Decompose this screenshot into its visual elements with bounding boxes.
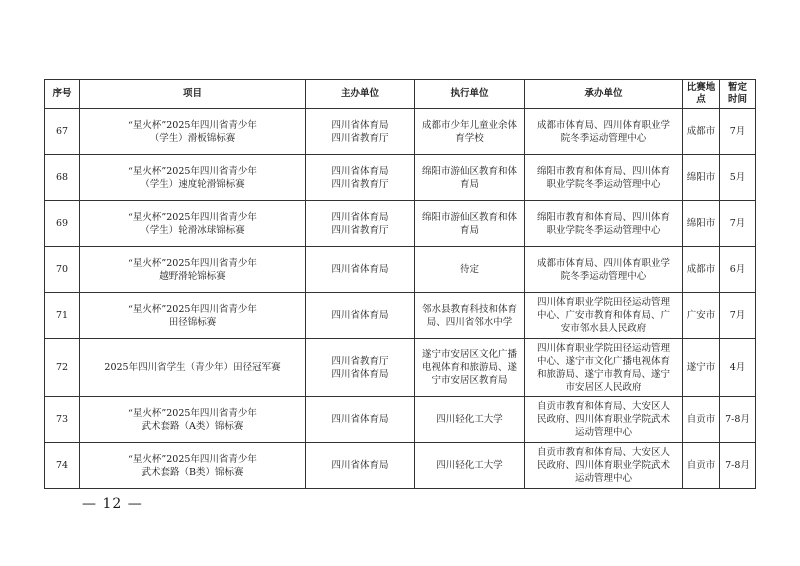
cell-no: 67 — [45, 109, 80, 155]
cell-no: 68 — [45, 155, 80, 201]
cell-project: “星火杯”2025年四川省青少年 武术套路（B类）锦标赛 — [80, 443, 306, 489]
cell-host: 成都市体育局、四川体育职业学 院冬季运动管理中心 — [525, 247, 683, 293]
cell-time: 7月 — [720, 201, 756, 247]
cell-executor: 绵阳市游仙区教育和体 育局 — [415, 155, 525, 201]
page-number: — 12 — — [82, 496, 143, 512]
cell-organizer: 四川省体育局 四川省教育厅 — [306, 201, 415, 247]
cell-executor: 邻水县教育科技和体育 局、四川省邻水中学 — [415, 293, 525, 339]
cell-executor: 四川轻化工大学 — [415, 397, 525, 443]
cell-venue: 自贡市 — [683, 443, 720, 489]
cell-time: 4月 — [720, 339, 756, 397]
cell-time: 6月 — [720, 247, 756, 293]
cell-executor: 成都市少年儿童业余体 育学校 — [415, 109, 525, 155]
table-row — [45, 109, 756, 155]
cell-venue: 广安市 — [683, 293, 720, 339]
cell-host: 成都市体育局、四川体育职业学 院冬季运动管理中心 — [525, 109, 683, 155]
header-no: 序号 — [45, 80, 80, 109]
cell-organizer: 四川省体育局 — [306, 247, 415, 293]
cell-time: 7-8月 — [720, 443, 756, 489]
cell-host: 四川体育职业学院田径运动管理 中心、广安市教育和体育局、广 安市邻水县人民政府 — [525, 293, 683, 339]
cell-project: “星火杯”2025年四川省青少年 越野滑轮锦标赛 — [80, 247, 306, 293]
header-organizer: 主办单位 — [306, 80, 415, 109]
cell-no: 69 — [45, 201, 80, 247]
cell-host: 绵阳市教育和体育局、四川体育 职业学院冬季运动管理中心 — [525, 155, 683, 201]
cell-no: 73 — [45, 397, 80, 443]
cell-venue: 绵阳市 — [683, 201, 720, 247]
cell-venue: 自贡市 — [683, 397, 720, 443]
cell-venue: 成都市 — [683, 247, 720, 293]
cell-time: 7月 — [720, 109, 756, 155]
cell-project: 2025年四川省学生（青少年）田径冠军赛 — [80, 339, 306, 397]
table-row — [45, 293, 756, 339]
cell-project: “星火杯”2025年四川省青少年 （学生）速度轮滑锦标赛 — [80, 155, 306, 201]
cell-executor: 待定 — [415, 247, 525, 293]
header-project: 项目 — [80, 80, 306, 109]
cell-organizer: 四川省体育局 — [306, 293, 415, 339]
cell-project: “星火杯”2025年四川省青少年 （学生）轮滑冰球锦标赛 — [80, 201, 306, 247]
cell-project: “星火杯”2025年四川省青少年 武术套路（A类）锦标赛 — [80, 397, 306, 443]
table-row — [45, 443, 756, 489]
table-row — [45, 339, 756, 397]
cell-organizer: 四川省体育局 四川省教育厅 — [306, 155, 415, 201]
cell-no: 72 — [45, 339, 80, 397]
table-row — [45, 155, 756, 201]
cell-no: 74 — [45, 443, 80, 489]
cell-executor: 四川轻化工大学 — [415, 443, 525, 489]
cell-organizer: 四川省体育局 四川省教育厅 — [306, 109, 415, 155]
cell-venue: 绵阳市 — [683, 155, 720, 201]
cell-executor: 遂宁市安居区文化广播 电视体育和旅游局、遂 宁市安居区教育局 — [415, 339, 525, 397]
cell-project: “星火杯”2025年四川省青少年 （学生）滑板锦标赛 — [80, 109, 306, 155]
header-executor: 执行单位 — [415, 80, 525, 109]
cell-organizer: 四川省体育局 — [306, 443, 415, 489]
cell-time: 7月 — [720, 293, 756, 339]
cell-time: 7-8月 — [720, 397, 756, 443]
table-row — [45, 201, 756, 247]
cell-host: 自贡市教育和体育局、大安区人 民政府、四川体育职业学院武术 运动管理中心 — [525, 397, 683, 443]
cell-no: 70 — [45, 247, 80, 293]
cell-project: “星火杯”2025年四川省青少年 田径锦标赛 — [80, 293, 306, 339]
cell-host: 自贡市教育和体育局、大安区人 民政府、四川体育职业学院武术 运动管理中心 — [525, 443, 683, 489]
cell-executor: 绵阳市游仙区教育和体 育局 — [415, 201, 525, 247]
cell-host: 四川体育职业学院田径运动管理 中心、遂宁市文化广播电视体育 和旅游局、遂宁市教育局、遂宁 市安居区人民政府 — [525, 339, 683, 397]
header-venue: 比赛地 点 — [683, 80, 720, 109]
cell-organizer: 四川省体育局 — [306, 397, 415, 443]
table-header-row — [45, 80, 756, 109]
table-row — [45, 247, 756, 293]
cell-time: 5月 — [720, 155, 756, 201]
cell-no: 71 — [45, 293, 80, 339]
header-host: 承办单位 — [525, 80, 683, 109]
cell-organizer: 四川省教育厅 四川省体育局 — [306, 339, 415, 397]
competition-schedule-table — [44, 79, 756, 489]
table-row — [45, 397, 756, 443]
cell-venue: 成都市 — [683, 109, 720, 155]
cell-venue: 遂宁市 — [683, 339, 720, 397]
cell-host: 绵阳市教育和体育局、四川体育 职业学院冬季运动管理中心 — [525, 201, 683, 247]
header-time: 暂定 时间 — [720, 80, 756, 109]
